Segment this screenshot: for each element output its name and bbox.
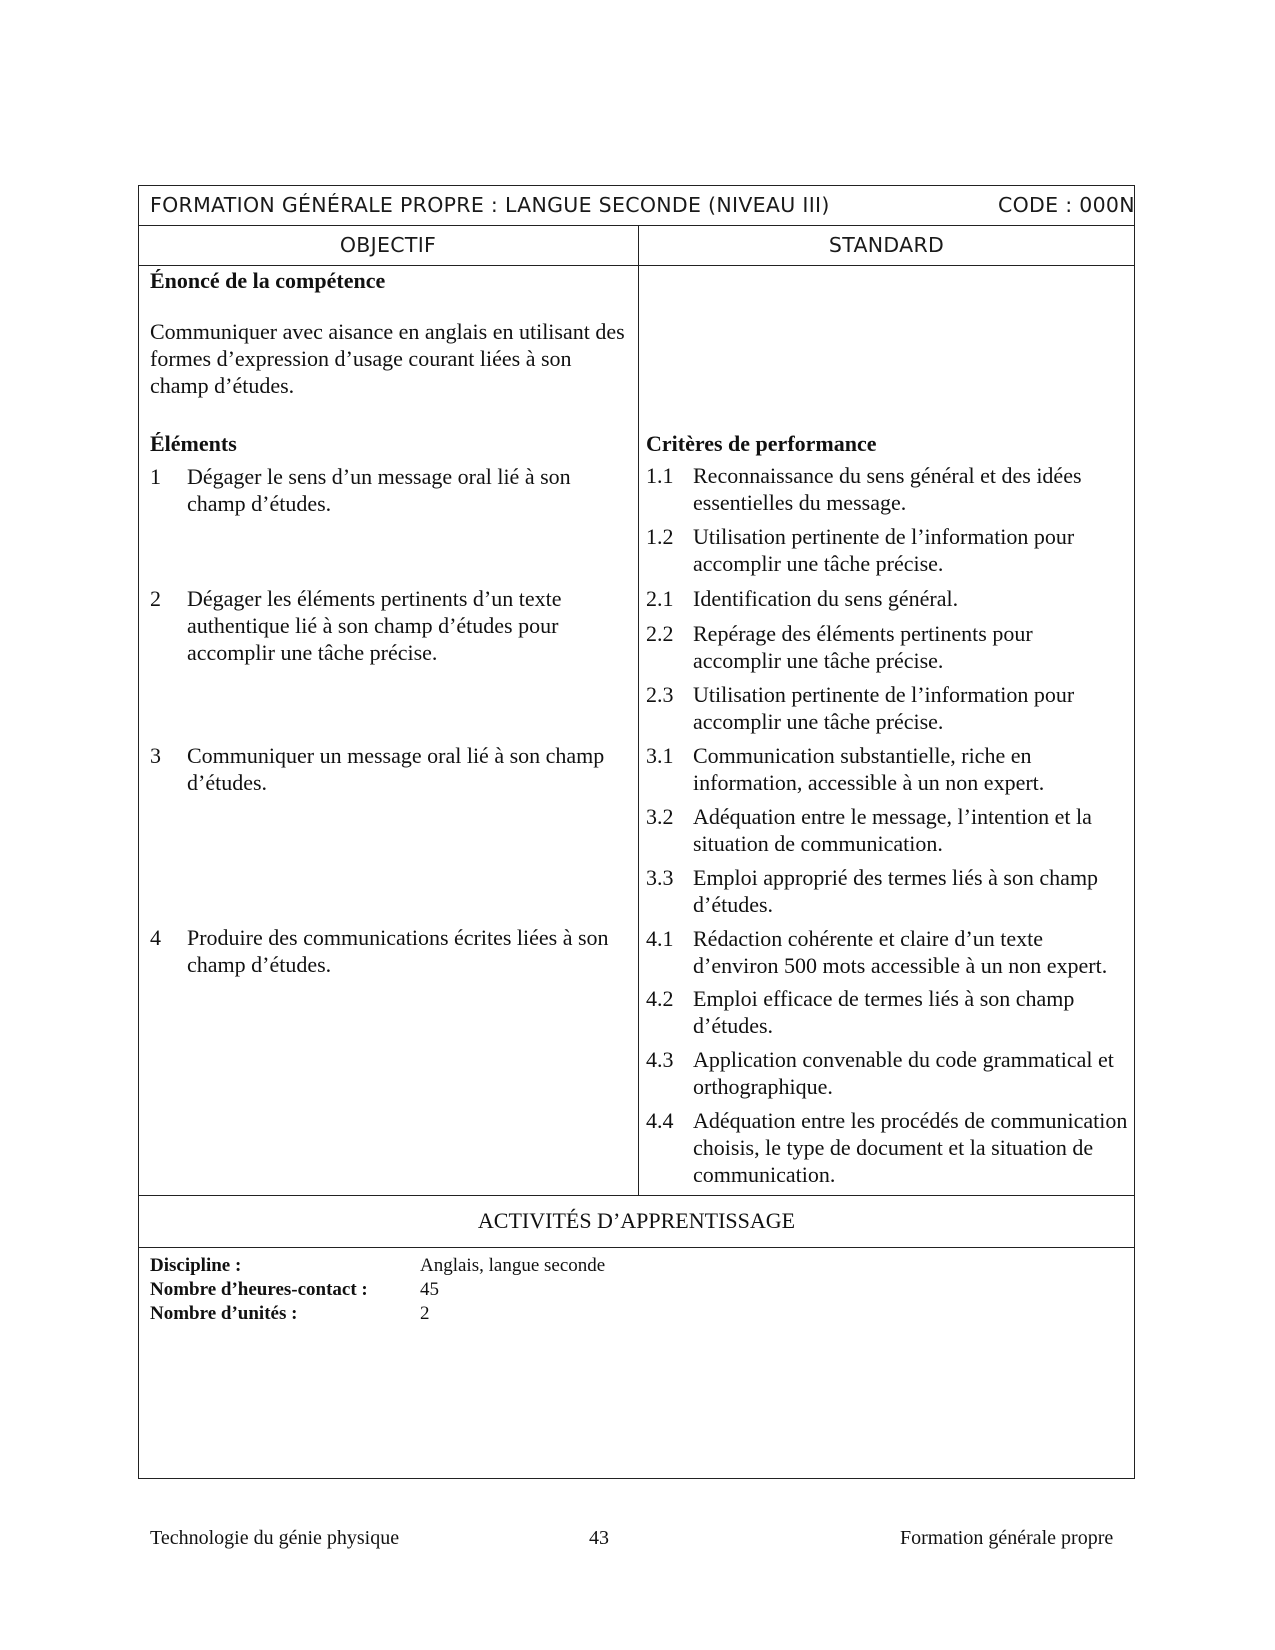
criterion-number: 4.1	[646, 926, 674, 951]
criterion-text: Utilisation pertinente de l’information pour accomplir une tâche précise.	[693, 524, 1075, 576]
criterion-number: 4.3	[646, 1047, 674, 1072]
criteria-heading: Critères de performance	[646, 431, 877, 456]
competence-statement: Communiquer avec aisance en anglais en utilisant des formes d’expression d’usage courant liées à son champ d’études.	[150, 319, 625, 398]
element-text: Produire des communications écrites liées à son champ d’études.	[187, 925, 609, 977]
criterion-text: Communication substantielle, riche en information, accessible à un non expert.	[693, 743, 1045, 795]
column-header-objectif: OBJECTIF	[339, 233, 437, 257]
contact-hours-value: 45	[420, 1279, 439, 1300]
units-label: Nombre d’unités :	[150, 1303, 298, 1324]
criterion-text: Rédaction cohérente et claire d’un texte d’environ 500 mots accessible à un non expert.	[693, 926, 1108, 978]
criterion-text: Adéquation entre les procédés de communication choisis, le type de document et la situation de communication.	[693, 1108, 1128, 1187]
element-number: 4	[150, 925, 161, 950]
elements-heading: Éléments	[150, 431, 237, 456]
header-divider	[138, 225, 1135, 226]
criterion-number: 2.3	[646, 682, 674, 707]
activities-heading: ACTIVITÉS D’APPRENTISSAGE	[477, 1208, 796, 1233]
column-header-divider	[138, 265, 1135, 266]
form-title: FORMATION GÉNÉRALE PROPRE : LANGUE SECONDE (NIVEAU III)	[150, 193, 830, 217]
contact-hours-label: Nombre d’heures-contact :	[150, 1279, 368, 1300]
criterion-text: Utilisation pertinente de l’information pour accomplir une tâche précise.	[693, 682, 1075, 734]
footer-page-number: 43	[589, 1527, 609, 1549]
form-code: CODE : 000N	[998, 193, 1135, 217]
criterion-text: Repérage des éléments pertinents pour accomplir une tâche précise.	[693, 621, 1033, 673]
element-number: 2	[150, 586, 161, 611]
units-value: 2	[420, 1303, 430, 1324]
element-text: Dégager les éléments pertinents d’un texte authentique lié à son champ d’études pour accomplir une tâche précise.	[187, 586, 562, 665]
criterion-number: 3.2	[646, 804, 674, 829]
element-text: Communiquer un message oral lié à son champ d’études.	[187, 743, 605, 795]
criterion-text: Identification du sens général.	[693, 586, 959, 611]
criterion-number: 4.4	[646, 1108, 674, 1133]
footer-section: Formation générale propre	[900, 1527, 1114, 1549]
activities-heading-divider	[138, 1247, 1135, 1248]
discipline-value: Anglais, langue seconde	[420, 1255, 606, 1276]
footer-program: Technologie du génie physique	[150, 1527, 400, 1549]
criterion-text: Application convenable du code grammatical et orthographique.	[693, 1047, 1114, 1099]
element-text: Dégager le sens d’un message oral lié à son champ d’études.	[187, 464, 571, 516]
element-number: 1	[150, 464, 161, 489]
criterion-number: 2.2	[646, 621, 674, 646]
column-divider	[638, 225, 639, 1195]
element-number: 3	[150, 743, 161, 768]
criterion-number: 1.2	[646, 524, 674, 549]
criterion-number: 4.2	[646, 986, 674, 1011]
criterion-text: Emploi efficace de termes liés à son champ d’études.	[693, 986, 1075, 1038]
criterion-number: 3.1	[646, 743, 674, 768]
criterion-text: Adéquation entre le message, l’intention et la situation de communication.	[693, 804, 1092, 856]
criterion-number: 3.3	[646, 865, 674, 890]
column-header-standard: STANDARD	[828, 233, 945, 257]
criterion-text: Emploi approprié des termes liés à son champ d’études.	[693, 865, 1099, 917]
criterion-number: 2.1	[646, 586, 674, 611]
criterion-text: Reconnaissance du sens général et des idées essentielles du message.	[693, 463, 1082, 515]
competence-heading: Énoncé de la compétence	[150, 268, 386, 293]
criterion-number: 1.1	[646, 463, 674, 488]
activities-top-divider	[138, 1195, 1135, 1196]
discipline-label: Discipline :	[150, 1255, 242, 1276]
